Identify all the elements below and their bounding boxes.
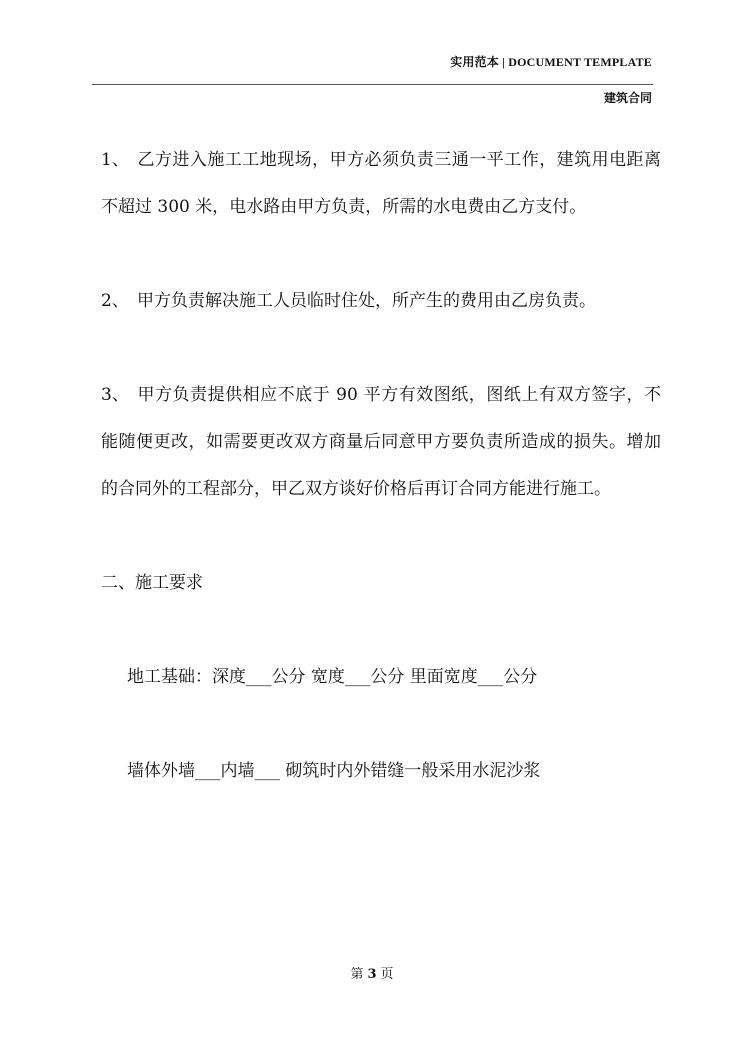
- page-suffix: 页: [380, 967, 394, 982]
- document-body: [101, 137, 661, 795]
- requirement-foundation: 地工基础：深度___公分 宽度___公分 里面宽度___公分: [127, 667, 538, 687]
- clause-text: 甲方负责解决施工人员临时住处，所产生的费用由乙房负责。: [137, 291, 596, 311]
- clause-2: [101, 278, 661, 325]
- clause-number: 2、: [101, 291, 129, 311]
- clause-number: 3、: [101, 385, 129, 405]
- clause-3: [101, 372, 661, 513]
- header-subtitle: 建筑合同: [603, 91, 652, 105]
- clause-number: 1、: [101, 150, 129, 170]
- page-value: 3: [367, 967, 377, 982]
- spacer: [101, 607, 661, 654]
- requirement-wall: 墙体外墙___内墙___ 砌筑时内外错缝一般采用水泥沙浆: [127, 761, 541, 781]
- clause-text: 乙方进入施工工地现场，甲方必须负责三通一平工作，建筑用电距离不超过 300 米，电水路由甲方负责，所需的水电费由乙方支付。: [101, 150, 661, 217]
- page-number: [0, 963, 744, 982]
- section-heading: 二、施工要求: [101, 573, 203, 593]
- clause-1: [101, 137, 661, 231]
- spacer: [101, 231, 661, 278]
- spacer: [101, 325, 661, 372]
- page-prefix: 第: [350, 967, 364, 982]
- header-divider: [92, 84, 653, 85]
- spacer: [101, 513, 661, 560]
- spacer: [101, 701, 661, 748]
- header-title: 实用范本 | DOCUMENT TEMPLATE: [450, 55, 652, 69]
- clause-text: 甲方负责提供相应不底于 90 平方有效图纸，图纸上有双方签字，不能随便更改，如需要更改双方商量后同意甲方要负责所造成的损失。增加的合同外的工程部分，甲乙双方谈好价格后再订合同方能进行施工。: [101, 385, 661, 499]
